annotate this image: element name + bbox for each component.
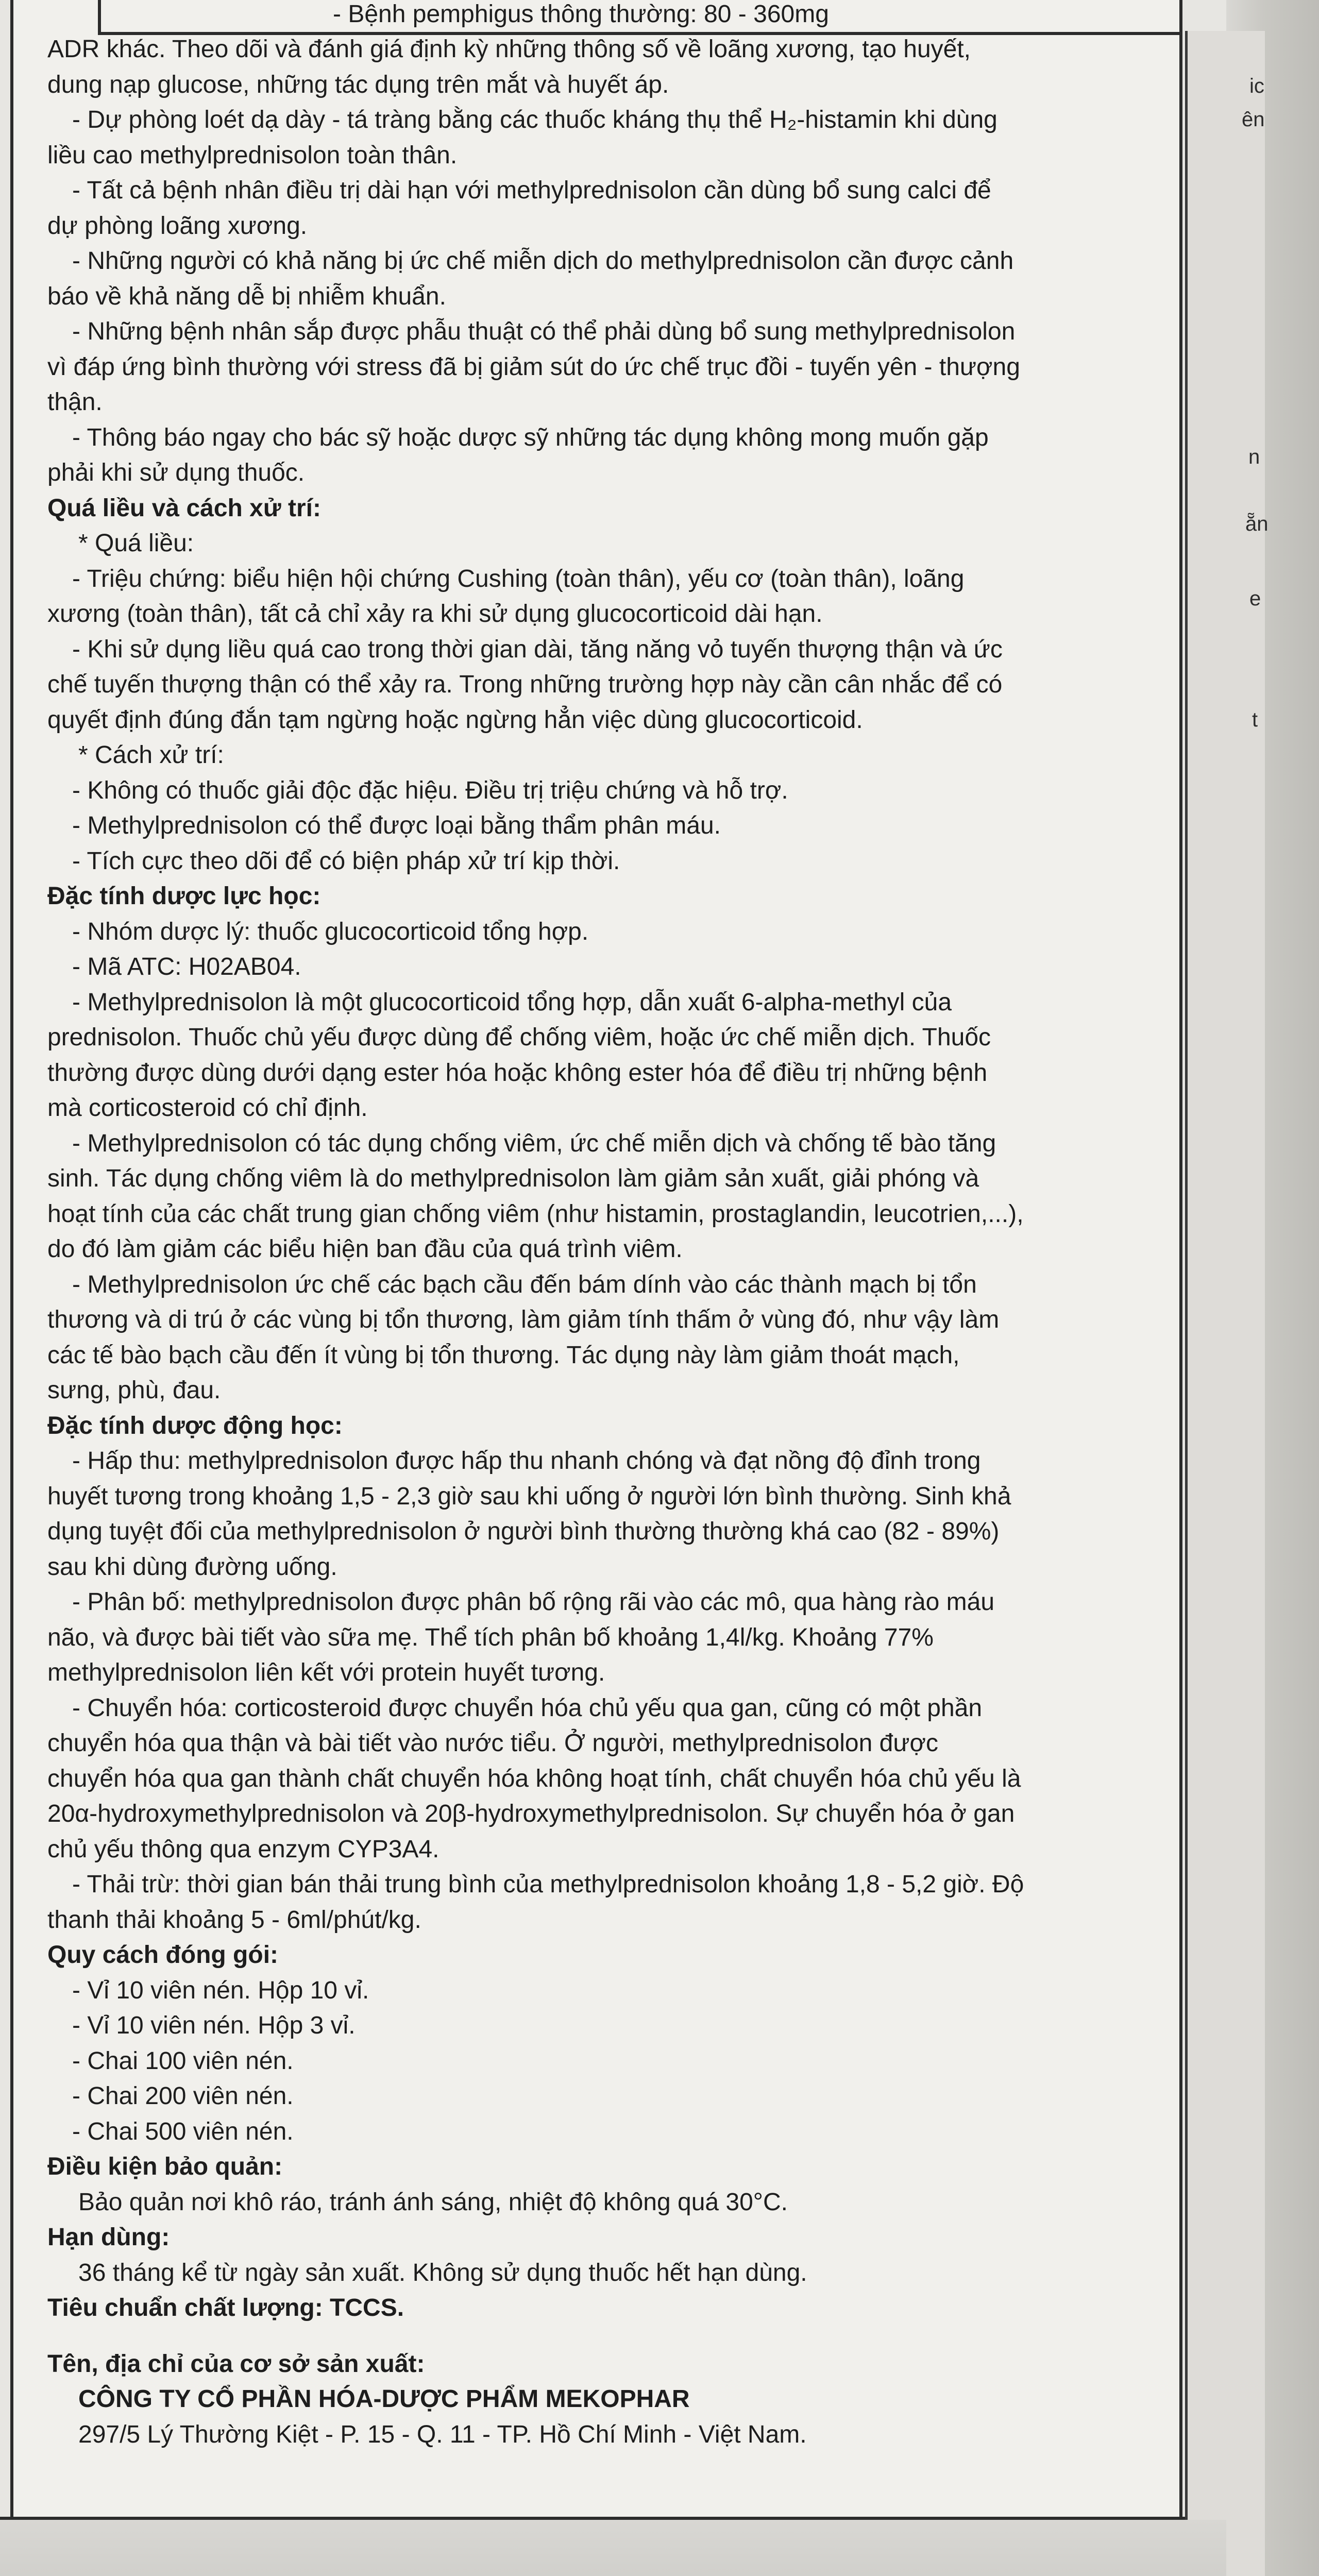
text-line [47, 914, 1171, 950]
text-line [47, 562, 1171, 597]
text-line [47, 1338, 1171, 1374]
section-heading [47, 2220, 1171, 2256]
line-text: mà corticosteroid có chỉ định. [47, 1094, 368, 1122]
line-text: - Những người có khả năng bị ức chế miễn dịch do methylprednisolon cần được cảnh [72, 247, 1014, 275]
text-line [47, 2256, 1171, 2291]
section-heading [47, 1938, 1171, 1973]
text-line [47, 1655, 1171, 1691]
line-text: thận. [47, 388, 103, 416]
line-text: chế tuyến thượng thận có thể xảy ra. Trong những trường hợp này cần cân nhắc để có [47, 671, 1003, 698]
text-line [47, 985, 1171, 1021]
line-text: vì đáp ứng bình thường với stress đã bị giảm sút do ức chế trục đồi - tuyến yên - thượng [47, 353, 1020, 381]
text-line [47, 1091, 1171, 1126]
line-text: - Thải trừ: thời gian bán thải trung bình của methylprednisolon khoảng 1,8 - 5,2 giờ. Độ [72, 1871, 1024, 1898]
text-line [47, 1514, 1171, 1550]
line-text: prednisolon. Thuốc chủ yếu được dùng để chống viêm, hoặc ức chế miễn dịch. Thuốc [47, 1024, 991, 1051]
side-fragment: ic [1249, 75, 1264, 97]
line-text: - Vỉ 10 viên nén. Hộp 10 vỉ. [72, 1976, 369, 2004]
text-line [47, 1126, 1171, 1162]
line-text: - Methylprednisolon là một glucocorticoid tổng hợp, dẫn xuất 6-alpha-methyl của [72, 988, 952, 1016]
text-line [47, 209, 1171, 244]
line-text: các tế bào bạch cầu đến ít vùng bị tổn thương. Tác dụng này làm giảm thoát mạch, [47, 1341, 960, 1369]
text-line [47, 632, 1171, 668]
text-line [47, 279, 1171, 315]
text-line [47, 1903, 1171, 1938]
text-line [47, 1267, 1171, 1303]
text-line [47, 314, 1171, 350]
line-text: - Chai 100 viên nén. [72, 2047, 294, 2075]
text-line [47, 1726, 1171, 1761]
line-text: sau khi dùng đường uống. [47, 1553, 337, 1581]
side-fragment: n [1248, 446, 1260, 468]
spacer [47, 2326, 1171, 2347]
text-line [47, 667, 1171, 703]
line-text: sưng, phù, đau. [47, 1377, 221, 1404]
line-text: - Vỉ 10 viên nén. Hộp 3 vỉ. [72, 2012, 356, 2039]
line-text: - Triệu chứng: biểu hiện hội chứng Cushing (toàn thân), yếu cơ (toàn thân), loãng [72, 565, 965, 592]
adjacent-page-strip [1185, 31, 1269, 2576]
line-text: - Tất cả bệnh nhân điều trị dài hạn với methylprednisolon cần dùng bổ sung calci để [72, 177, 991, 204]
line-text: dung nạp glucose, những tác dụng trên mắt và huyết áp. [47, 71, 669, 98]
leaflet-text [47, 32, 1171, 2452]
line-text: - Methylprednisolon có thể được loại bằng thẩm phân máu. [72, 812, 721, 839]
line-text: Hạn dùng: [47, 2224, 170, 2251]
line-text: chủ yếu thông qua enzym CYP3A4. [47, 1835, 439, 1863]
text-line [47, 597, 1171, 632]
text-line [47, 1232, 1171, 1267]
text-line [47, 844, 1171, 879]
line-text: - Tích cực theo dõi để có biện pháp xử trí kịp thời. [72, 847, 620, 875]
text-line [47, 1832, 1171, 1868]
line-text: * Cách xử trí: [78, 741, 224, 769]
line-text: phải khi sử dụng thuốc. [47, 459, 305, 486]
text-line [47, 2185, 1171, 2221]
line-text: CÔNG TY CỔ PHẦN HÓA-DƯỢC PHẨM MEKOPHAR [78, 2385, 690, 2413]
side-fragment: ẵn [1245, 513, 1269, 535]
side-fragment: ên [1242, 108, 1265, 131]
text-line [47, 2417, 1171, 2453]
text-line [47, 1620, 1171, 1656]
line-text: - Phân bố: methylprednisolon được phân bố rộng rãi vào các mô, qua hàng rào máu [72, 1588, 995, 1616]
line-text: - Khi sử dụng liều quá cao trong thời gian dài, tăng năng vỏ tuyến thượng thận và ức [72, 635, 1003, 663]
section-heading [47, 2291, 1171, 2326]
line-text: dự phòng loãng xương. [47, 212, 308, 240]
line-text: - Mã ATC: H02AB04. [72, 953, 301, 980]
line-text: Quy cách đóng gói: [47, 1941, 279, 1969]
line-text: chuyển hóa qua thận và bài tiết vào nước tiểu. Ở người, methylprednisolon được [47, 1730, 938, 1757]
line-text: - Nhóm dược lý: thuốc glucocorticoid tổng hợp. [72, 918, 589, 945]
text-line [47, 1161, 1171, 1197]
line-text: - Chai 200 viên nén. [72, 2082, 294, 2110]
text-line [47, 1197, 1171, 1232]
section-heading [47, 2382, 1171, 2417]
text-line [47, 244, 1171, 279]
line-text: Điều kiện bảo quản: [47, 2153, 283, 2180]
text-line [47, 173, 1171, 209]
text-line [47, 1585, 1171, 1620]
line-text: 20α-hydroxymethylprednisolon và 20β-hydroxymethylprednisolon. Sự chuyển hóa ở gan [47, 1800, 1015, 1827]
side-fragment: e [1249, 587, 1261, 610]
cut-off-dosage-line: - Bệnh pemphigus thông thường: 80 - 360mg [333, 1, 829, 28]
line-text: - Hấp thu: methylprednisolon được hấp thu nhanh chóng và đạt nồng độ đỉnh trong [72, 1447, 981, 1475]
text-line [47, 2114, 1171, 2150]
line-text: thường được dùng dưới dạng ester hóa hoặc không ester hóa để điều trị những bệnh [47, 1059, 988, 1087]
line-text: - Methylprednisolon có tác dụng chống viêm, ức chế miễn dịch và chống tế bào tăng [72, 1129, 996, 1157]
line-text: do đó làm giảm các biểu hiện ban đầu của quá trình viêm. [47, 1235, 683, 1263]
line-text: Tên, địa chỉ của cơ sở sản xuất: [47, 2350, 425, 2378]
line-text: - Không có thuốc giải độc đặc hiệu. Điều trị triệu chứng và hỗ trợ. [72, 776, 788, 804]
line-text: - Chai 500 viên nén. [72, 2117, 294, 2145]
text-line [47, 67, 1171, 103]
line-text: chuyển hóa qua gan thành chất chuyển hóa không hoạt tính, chất chuyển hóa chủ yếu là [47, 1765, 1021, 1792]
text-line [47, 1056, 1171, 1091]
line-text: sinh. Tác dụng chống viêm là do methylprednisolon làm giảm sản xuất, giải phóng và [47, 1165, 979, 1192]
text-line [47, 420, 1171, 456]
line-text: - Methylprednisolon ức chế các bạch cầu đến bám dính vào các thành mạch bị tổn [72, 1270, 977, 1298]
line-text: 297/5 Lý Thường Kiệt - P. 15 - Q. 11 - TP. Hồ Chí Minh - Việt Nam. [78, 2420, 807, 2448]
line-text: não, và được bài tiết vào sữa mẹ. Thể tích phân bố khoảng 1,4l/kg. Khoảng 77% [47, 1623, 934, 1651]
text-line [47, 138, 1171, 174]
text-line [47, 2044, 1171, 2079]
text-line [47, 703, 1171, 738]
line-text: hoạt tính của các chất trung gian chống viêm (như histamin, prostaglandin, leucotrien,...), [47, 1200, 1024, 1228]
line-text: Đặc tính dược lực học: [47, 883, 321, 910]
line-text: dụng tuyệt đối của methylprednisolon ở người bình thường thường khá cao (82 - 89%) [47, 1518, 1000, 1545]
line-text: Tiêu chuẩn chất lượng: [47, 2294, 323, 2321]
line-text: * Quá liều: [78, 530, 194, 557]
line-text: - Những bệnh nhân sắp được phẫu thuật có thể phải dùng bổ sung methylprednisolon [72, 318, 1016, 345]
line-text: Bảo quản nơi khô ráo, tránh ánh sáng, nhiệt độ không quá 30°C. [78, 2188, 788, 2216]
scanner-bottom-strip [0, 2520, 1226, 2576]
line-text: methylprednisolon liên kết với protein huyết tương. [47, 1659, 605, 1686]
line-text: Quá liều và cách xử trí: [47, 494, 321, 522]
text-line [47, 2079, 1171, 2114]
line-text: thanh thải khoảng 5 - 6ml/phút/kg. [47, 1906, 421, 1934]
section-heading [47, 2347, 1171, 2382]
text-line [47, 1797, 1171, 1832]
text-line [47, 773, 1171, 809]
text-line [47, 1761, 1171, 1797]
section-heading [47, 2149, 1171, 2185]
line-text: liều cao methylprednisolon toàn thân. [47, 141, 458, 169]
text-line [47, 950, 1171, 985]
line-text: - Chuyển hóa: corticosteroid được chuyển hóa chủ yếu qua gan, cũng có một phần [72, 1694, 983, 1722]
text-line [47, 1020, 1171, 1056]
section-heading [47, 491, 1171, 527]
section-heading [47, 1409, 1171, 1444]
side-fragment: t [1252, 708, 1258, 731]
previous-section-box [98, 0, 1182, 35]
section-heading [47, 879, 1171, 914]
line-text: xương (toàn thân), tất cả chỉ xảy ra khi sử dụng glucocorticoid dài hạn. [47, 600, 823, 628]
line-value: TCCS. [323, 2294, 404, 2321]
text-line [47, 350, 1171, 385]
text-line [47, 1373, 1171, 1409]
text-line [47, 1444, 1171, 1479]
text-line [47, 526, 1171, 562]
text-line [47, 1867, 1171, 1903]
line-text: Đặc tính dược động học: [47, 1412, 343, 1439]
text-line [47, 385, 1171, 420]
line-text: quyết định đúng đắn tạm ngừng hoặc ngừng hẳn việc dùng glucocorticoid. [47, 706, 863, 734]
text-line [47, 1550, 1171, 1585]
line-text: ADR khác. Theo dõi và đánh giá định kỳ những thông số về loãng xương, tạo huyết, [47, 36, 971, 63]
text-line [47, 2008, 1171, 2044]
text-line [47, 103, 1171, 138]
line-text: 36 tháng kể từ ngày sản xuất. Không sử dụng thuốc hết hạn dùng. [78, 2259, 807, 2286]
line-text: thương và di trú ở các vùng bị tổn thương, làm giảm tính thấm ở vùng đó, như vậy làm [47, 1306, 1000, 1333]
text-line [47, 738, 1171, 773]
line-text: huyết tương trong khoảng 1,5 - 2,3 giờ sau khi uống ở người lớn bình thường. Sinh khả [47, 1482, 1011, 1510]
text-line [47, 808, 1171, 844]
line-text: báo về khả năng dễ bị nhiễm khuẩn. [47, 282, 446, 310]
text-line [47, 1973, 1171, 2009]
line-text: - Thông báo ngay cho bác sỹ hoặc dược sỹ những tác dụng không mong muốn gặp [72, 423, 989, 451]
line-text: - Dự phòng loét dạ dày - tá tràng bằng các thuốc kháng thụ thể H₂-histamin khi dùng [72, 106, 997, 133]
text-line [47, 1302, 1171, 1338]
text-line [47, 32, 1171, 67]
text-line [47, 455, 1171, 491]
text-line [47, 1691, 1171, 1726]
text-line [47, 1479, 1171, 1515]
